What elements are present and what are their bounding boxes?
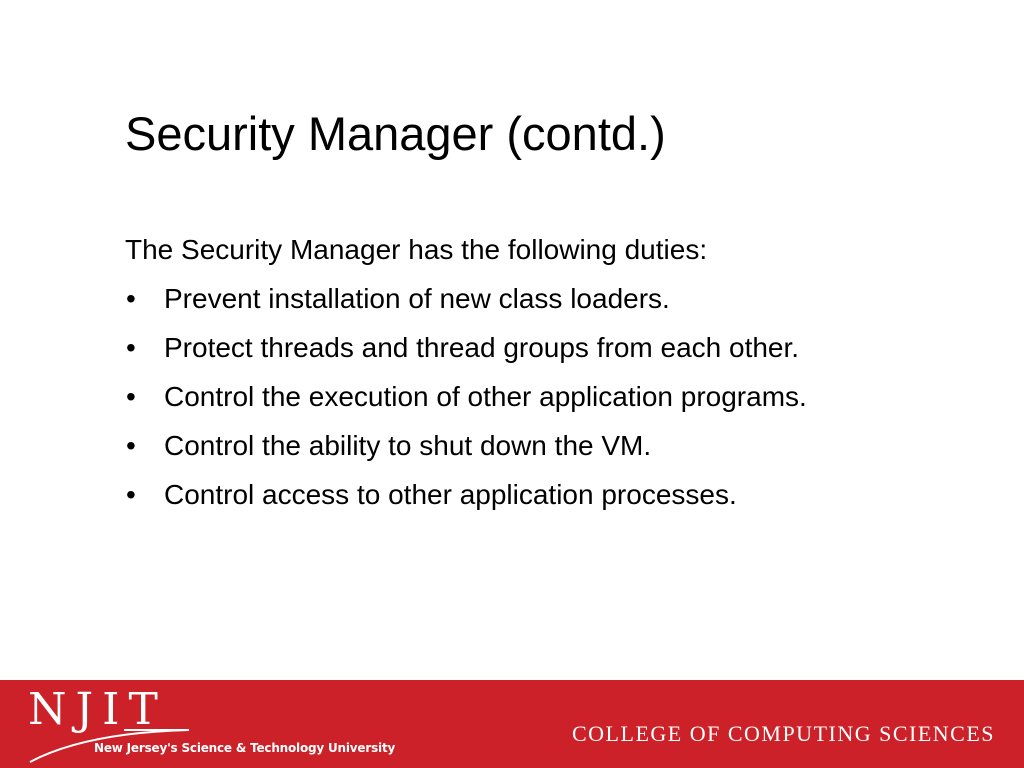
bullet-text: Control the ability to shut down the VM. (164, 430, 652, 461)
bullet-text: Control access to other application processes. (164, 479, 737, 510)
intro-text: The Security Manager has the following duties: (125, 234, 708, 265)
bullet-item (125, 274, 985, 323)
college-name: COLLEGE OF COMPUTING SCIENCES (572, 721, 996, 746)
bullet-text: Prevent installation of new class loaders. (164, 283, 670, 314)
bullet-item (125, 323, 985, 372)
njit-logo-text: NJIT (28, 684, 167, 735)
bullet-dot: • (126, 332, 136, 363)
bullet-dot: • (126, 381, 136, 412)
bullet-dot: • (126, 430, 136, 461)
bullet-text: Protect threads and thread groups from each other. (164, 332, 800, 363)
njit-logo (24, 684, 396, 768)
bullet-list (125, 274, 985, 519)
footer-banner (0, 680, 1024, 768)
bullet-item (125, 372, 985, 421)
bullet-text: Control the execution of other application programs. (164, 381, 807, 412)
bullet-dot: • (126, 479, 136, 510)
bullet-item (125, 470, 985, 519)
tagline-text: New Jersey's Science & Technology University (94, 741, 396, 755)
slide-body (125, 226, 985, 519)
bullet-dot: • (126, 283, 136, 314)
slide-title: Security Manager (contd.) (125, 107, 666, 160)
bullet-item (125, 421, 985, 470)
